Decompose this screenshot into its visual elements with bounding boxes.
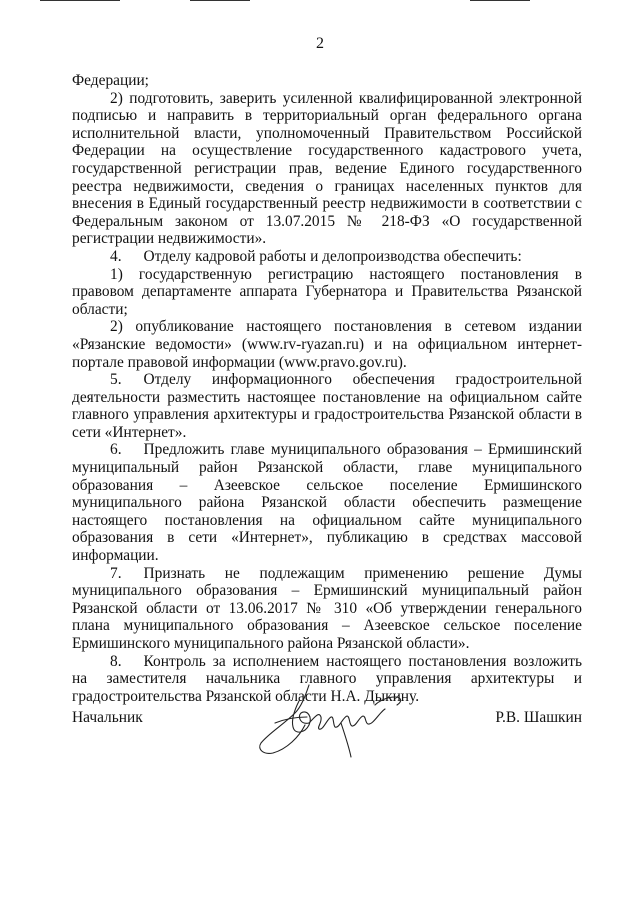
- document-body: [72, 72, 582, 705]
- scan-artifact-top-left: [40, 0, 120, 1]
- paragraph-continuation: Федерации;: [72, 72, 149, 89]
- item-number: 4.: [110, 247, 122, 265]
- paragraph-item-8: 8. Контроль за исполнением настоящего постановления возложить на заместителя начальника главного управления архитектуры и градостроительства Рязанской области Н.А. Дыкину.: [72, 652, 582, 705]
- signer-name: Р.В. Шашкин: [495, 709, 582, 726]
- paragraph-item-5: 5. Отделу информационного обеспечения градостроительной деятельности разместить настоящее постановление на официальном сайте главного управления архитектуры и градостроительства Рязанской области в сети «Интернет».: [72, 371, 582, 441]
- paragraph-subitem-2: 2) подготовить, заверить усиленной квалифицированной электронной подписью и направить в территориальный орган федерального органа исполнительной власти, уполномоченный Правительством Российской Федерации на осуществление государственного кадастрового учета, государственной регистрации прав, ведение Единого государственного реестра недвижимости, сведения о границах населенных пунктов для внесения в Единый государственный реестр недвижимости в соответствии с Федеральным законом от 13.07.2015 № 218-ФЗ «О государственной регистрации недвижимости».: [72, 89, 582, 248]
- page-number: 2: [316, 35, 324, 52]
- paragraph-subitem-4-2: 2) опубликование настоящего постановления в сетевом издании «Рязанские ведомости» (www.rv-ryazan.ru) и на официальном интернет-портале правовой информации (www.pravo.gov.ru).: [72, 318, 582, 371]
- scan-artifact-top-mid: [190, 0, 250, 1]
- paragraph-subitem-4-1: 1) государственную регистрацию настоящего постановления в правовом департаменте аппарата Губернатора и Правительства Рязанской области;: [72, 265, 582, 318]
- position-title: Начальник: [72, 709, 143, 726]
- item-number: 8.: [110, 652, 122, 670]
- item-number: 7.: [110, 564, 122, 582]
- item-number: 6.: [110, 441, 122, 459]
- paragraph-item-6: 6. Предложить главе муниципального образования – Ермишинский муниципальный район Рязанской области, главе муниципального образования – Азеевское сельское поселение Ермишинского муниципального района Рязанской области обеспечить размещение настоящего постановления на официальном сайте муниципального образования в сети «Интернет», публикацию в средствах массовой информации.: [72, 441, 582, 565]
- paragraph-item-7: 7. Признать не подлежащим применению решение Думы муниципального образования – Ермишинский муниципальный район Рязанской области от 13.06.2017 № 310 «Об утверждении генерального плана муниципального образования – Азеевское сельское поселение Ермишинского муниципального района Рязанской области».: [72, 564, 582, 652]
- handwritten-signature: [255, 683, 415, 763]
- paragraph-item-4: 4. Отделу кадровой работы и делопроизводства обеспечить:: [110, 247, 522, 265]
- scan-artifact-top-right: [470, 0, 530, 1]
- item-number: 5.: [110, 371, 122, 389]
